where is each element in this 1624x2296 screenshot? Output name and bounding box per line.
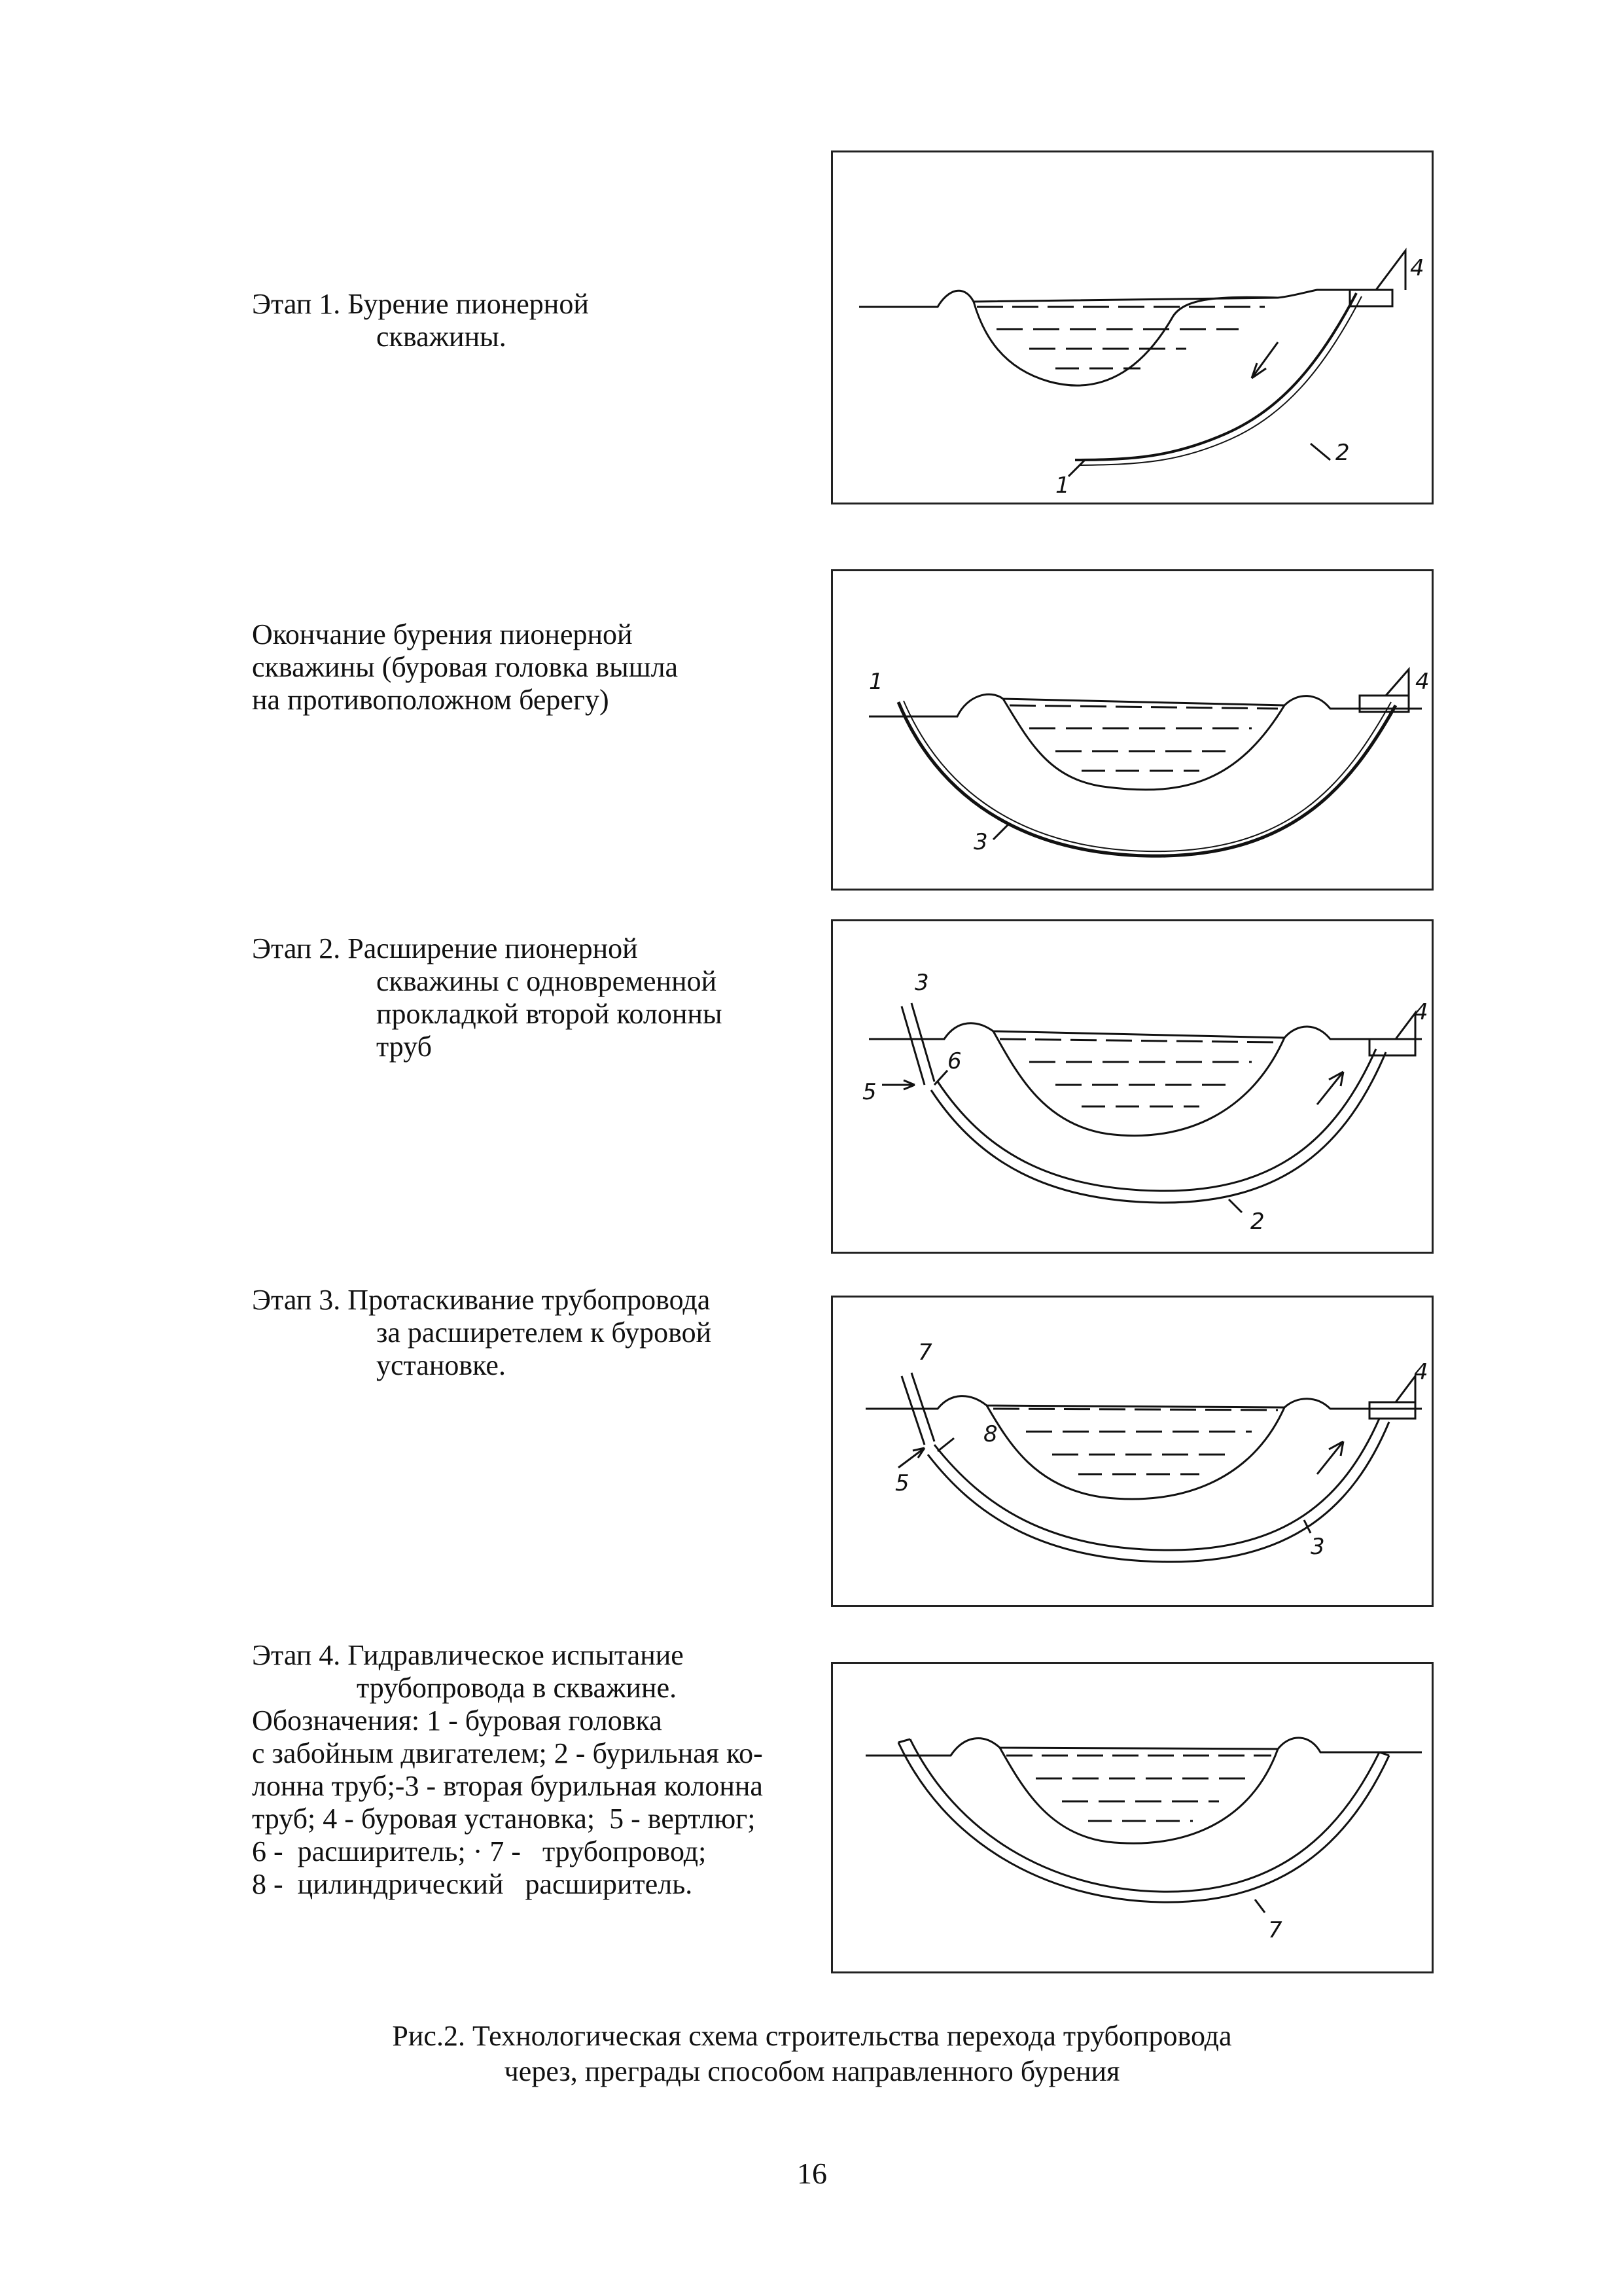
river-bed	[993, 1031, 1284, 1136]
stage-3-line-1: Этап 3. Протаскивание трубопровода	[252, 1284, 711, 1316]
label-pipeline: 7	[918, 1339, 932, 1366]
ground-line	[859, 290, 1383, 307]
stage-4-text	[252, 1639, 763, 1901]
legend-line-2: с забойным двигателем; 2 - бурильная ко-	[252, 1737, 763, 1769]
river-bed	[974, 297, 1278, 385]
label-swivel: 5	[862, 1079, 877, 1105]
label-drill-string: 2	[1335, 440, 1350, 466]
page-number: 16	[797, 2157, 827, 2190]
diagram-stage-1b-drawing	[833, 571, 1432, 889]
stage-1-line-2: скважины.	[376, 321, 506, 353]
label-drill-head: 1	[869, 669, 883, 695]
label-pipeline: 7	[1268, 1917, 1282, 1943]
rig	[1350, 251, 1405, 306]
legend-line-1: Обозначения: 1 - буровая головка	[252, 1704, 662, 1737]
diagram-stage-4-drawing	[833, 1664, 1432, 1971]
stage-1b-line-2: скважины (буровая головка вышла	[252, 651, 679, 683]
arrow	[1317, 1072, 1343, 1104]
label-drill-string: 2	[1250, 1209, 1265, 1235]
legend-line-6: 8 - цилиндрический расширитель.	[252, 1868, 693, 1900]
rig	[1369, 1376, 1415, 1419]
diagram-stage-1-drawing	[833, 152, 1432, 503]
stage-2-line-3: прокладкой второй колонны	[376, 998, 722, 1030]
label-reamer: 6	[947, 1048, 962, 1074]
label-second-string: 3	[974, 829, 988, 855]
stage-4-line-1: Этап 4. Гидравлическое испытание	[252, 1639, 684, 1671]
water-surface	[1010, 705, 1278, 709]
stage-1b-text	[252, 618, 678, 716]
arrow	[1252, 342, 1278, 378]
stage-1-line-1: Этап 1. Бурение пионерной	[252, 288, 589, 320]
ground-line	[869, 694, 1422, 716]
ground-line	[866, 1738, 1422, 1756]
stage-2-line-1: Этап 2. Расширение пионерной	[252, 932, 638, 964]
stage-2-line-2: скважины с одновременной	[376, 965, 717, 997]
label-swivel: 5	[895, 1470, 909, 1496]
diagram-stage-4	[831, 1662, 1434, 1973]
label-rig: 4	[1410, 255, 1424, 281]
diagram-stage-1b	[831, 569, 1434, 891]
ground-line	[869, 1023, 1422, 1039]
bore-hole	[934, 1419, 1379, 1550]
river-bed	[1000, 1748, 1278, 1843]
arrow	[1317, 1441, 1343, 1474]
figure-caption	[0, 2019, 1624, 2089]
rig	[1360, 669, 1409, 712]
caption-line-1: Рис.2. Технологическая схема строительства перехода трубопровода	[392, 2020, 1232, 2052]
stage-3-text	[252, 1284, 711, 1382]
label-second-string: 3	[915, 970, 929, 996]
river-bed	[1003, 699, 1284, 790]
diagram-stage-2	[831, 919, 1434, 1254]
water-surface	[1000, 1039, 1278, 1042]
river-bed	[987, 1405, 1284, 1499]
caption-line-2: через, преграды способом направленного бурения	[504, 2055, 1120, 2087]
label-rig: 4	[1414, 1359, 1428, 1385]
pipeline-inner	[910, 1739, 1379, 1892]
diagram-stage-3-drawing	[833, 1298, 1432, 1605]
label-drill-head: 1	[1055, 472, 1070, 499]
legend-line-5: 6 - расширитель; · 7 - трубопровод;	[252, 1835, 707, 1867]
legend-line-3: лонна труб;-3 - вторая бурильная колонна	[252, 1770, 763, 1802]
label-cylindrical-reamer: 8	[983, 1421, 998, 1447]
bore-hole	[938, 1049, 1376, 1191]
diagram-stage-2-drawing	[833, 921, 1432, 1252]
legend-line-4: труб; 4 - буровая установка; 5 - вертлюг;	[252, 1803, 756, 1835]
stage-1-text	[252, 288, 589, 353]
diagram-stage-3	[831, 1296, 1434, 1607]
diagram-stage-1	[831, 150, 1434, 504]
water-surface	[993, 1409, 1278, 1410]
bore-hole	[898, 702, 1396, 856]
ground-line	[866, 1396, 1422, 1409]
stage-4-line-2: трубопровода в скважине.	[357, 1672, 677, 1704]
swivel-pipe	[902, 1003, 934, 1085]
label-second-string: 3	[1311, 1534, 1325, 1560]
label-rig: 4	[1414, 999, 1428, 1025]
stage-2-text	[252, 932, 722, 1063]
stage-3-line-2: за расширетелем к буровой	[376, 1316, 712, 1349]
stage-2-line-4: труб	[376, 1031, 432, 1063]
stage-1b-line-3: на противоположном берегу)	[252, 684, 609, 716]
label-rig: 4	[1415, 669, 1430, 695]
stage-3-line-3: установке.	[376, 1349, 506, 1381]
stage-1b-line-1: Окончание бурения пионерной	[252, 618, 633, 650]
